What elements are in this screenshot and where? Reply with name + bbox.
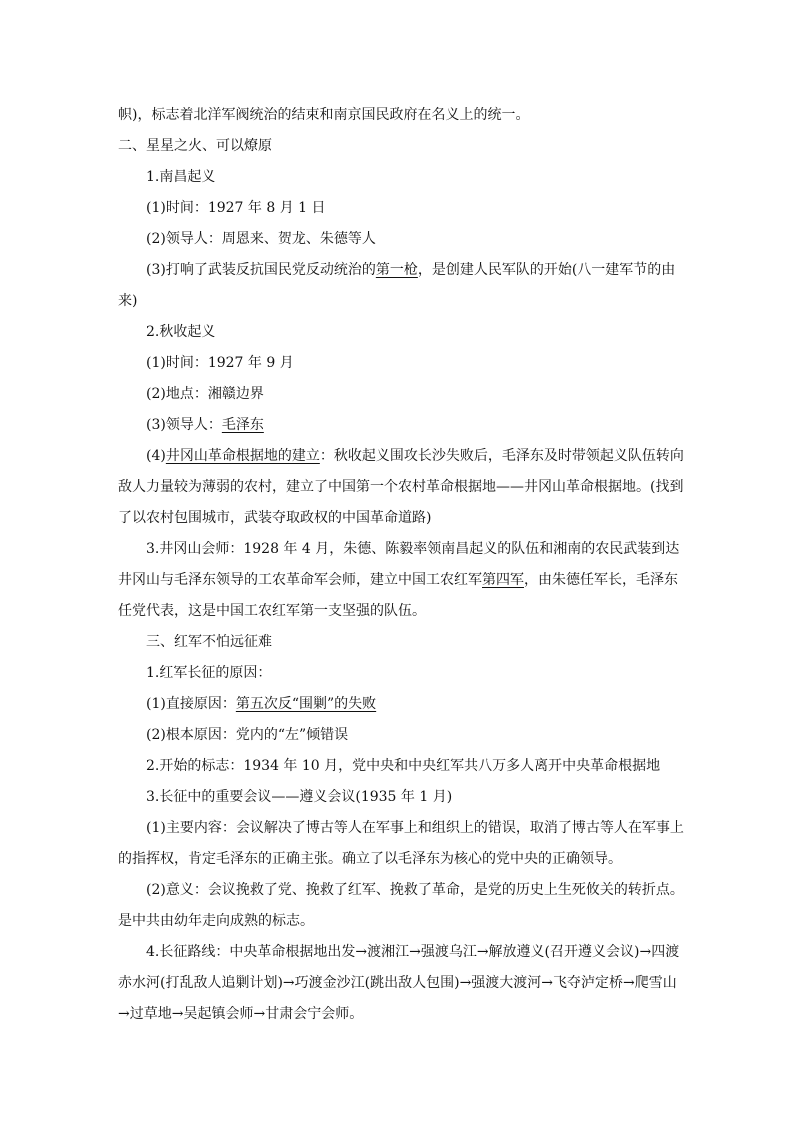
text-segment: 三、红军不怕远征难: [146, 634, 272, 650]
underlined-text: 第五次反“围剿”的失败: [235, 696, 377, 712]
paragraph: [118, 658, 684, 689]
text-segment: (2)领导人：周恩来、贺龙、朱德等人: [146, 231, 376, 247]
text-segment: ：秋收起义围攻长沙失败后，毛泽东及时带领起义队伍转向敌人力量较为薄弱的农村，建立了中国第一个农村革命根据地——井冈山革命根据地。(找到了以农村包围城市，武装夺取政权的中国革命道路): [118, 448, 684, 526]
text-segment: ，是创建人民军队的开始(八一建军节的由来): [118, 262, 676, 309]
paragraph: [118, 751, 684, 782]
paragraph: [118, 875, 684, 937]
text-segment: ，由朱德任军长，毛泽东任党代表，这是中国工农红军第一支坚强的队伍。: [118, 572, 678, 619]
underlined-text: 毛泽东: [221, 417, 264, 433]
underlined-text: 第一枪: [375, 262, 418, 278]
text-segment: 二、星星之火、可以燎原: [118, 138, 272, 154]
text-segment: (4): [146, 448, 166, 464]
paragraph: [118, 937, 684, 1030]
text-segment: (1)时间：1927 年 9 月: [146, 355, 294, 371]
text-segment: (2)根本原因：党内的“左”倾错误: [146, 727, 349, 743]
text-segment: (2)地点：湘赣边界: [146, 386, 264, 402]
paragraph: [118, 627, 684, 658]
text-segment: 2.秋收起义: [146, 324, 216, 340]
paragraph: [118, 379, 684, 410]
paragraph: [118, 317, 684, 348]
text-segment: (3)打响了武装反抗国民党反动统治的: [146, 262, 376, 278]
text-segment: (1)主要内容：会议解决了博古等人在军事上和组织上的错误，取消了博古等人在军事上的指挥权，肯定毛泽东的正确主张。确立了以毛泽东为核心的党中央的正确领导。: [118, 820, 684, 867]
paragraph: [118, 410, 684, 441]
paragraph: [118, 689, 684, 720]
text-segment: 3.井冈山会师：1928 年 4 月，朱德、陈毅率领南昌起义的队伍和湘南的农民武装到达井冈山与毛泽东领导的工农革命军会师，建立中国工农红军: [118, 541, 680, 588]
paragraph: [118, 193, 684, 224]
paragraph: [118, 100, 684, 131]
underlined-text: 第四军: [482, 572, 524, 588]
paragraph: [118, 720, 684, 751]
text-segment: 帜)，标志着北洋军阀统治的结束和南京国民政府在名义上的统一。: [118, 107, 530, 123]
paragraph: [118, 255, 684, 317]
text-segment: 1.南昌起义: [146, 169, 216, 185]
paragraph: [118, 441, 684, 534]
text-segment: (2)意义：会议挽救了党、挽救了红军、挽救了革命，是党的历史上生死攸关的转折点。是中共由幼年走向成熟的标志。: [118, 882, 684, 929]
text-segment: 1.红军长征的原因：: [146, 665, 272, 681]
underlined-text: 井冈山革命根据地的建立: [165, 448, 320, 464]
text-segment: 4.长征路线：中央革命根据地出发→渡湘江→强渡乌江→解放遵义(召开遵义会议)→四渡赤水河(打乱敌人追剿计划)→巧渡金沙江(跳出敌人包围)→强渡大渡河→飞夺泸定桥→爬雪山→过草地→吴起镇会师→甘肃会宁会师。: [118, 944, 680, 1022]
document-body: [118, 100, 684, 1030]
text-segment: (1)直接原因：: [146, 696, 236, 712]
paragraph: [118, 162, 684, 193]
text-segment: 3.长征中的重要会议——遵义会议(1935 年 1 月): [146, 789, 453, 805]
text-segment: 2.开始的标志：1934 年 10 月，党中央和中央红军共八万多人离开中央革命根据地: [146, 758, 661, 774]
paragraph: [118, 348, 684, 379]
paragraph: [118, 131, 684, 162]
paragraph: [118, 782, 684, 813]
paragraph: [118, 534, 684, 627]
paragraph: [118, 813, 684, 875]
text-segment: (1)时间：1927 年 8 月 1 日: [146, 200, 326, 216]
text-segment: (3)领导人：: [146, 417, 222, 433]
paragraph: [118, 224, 684, 255]
